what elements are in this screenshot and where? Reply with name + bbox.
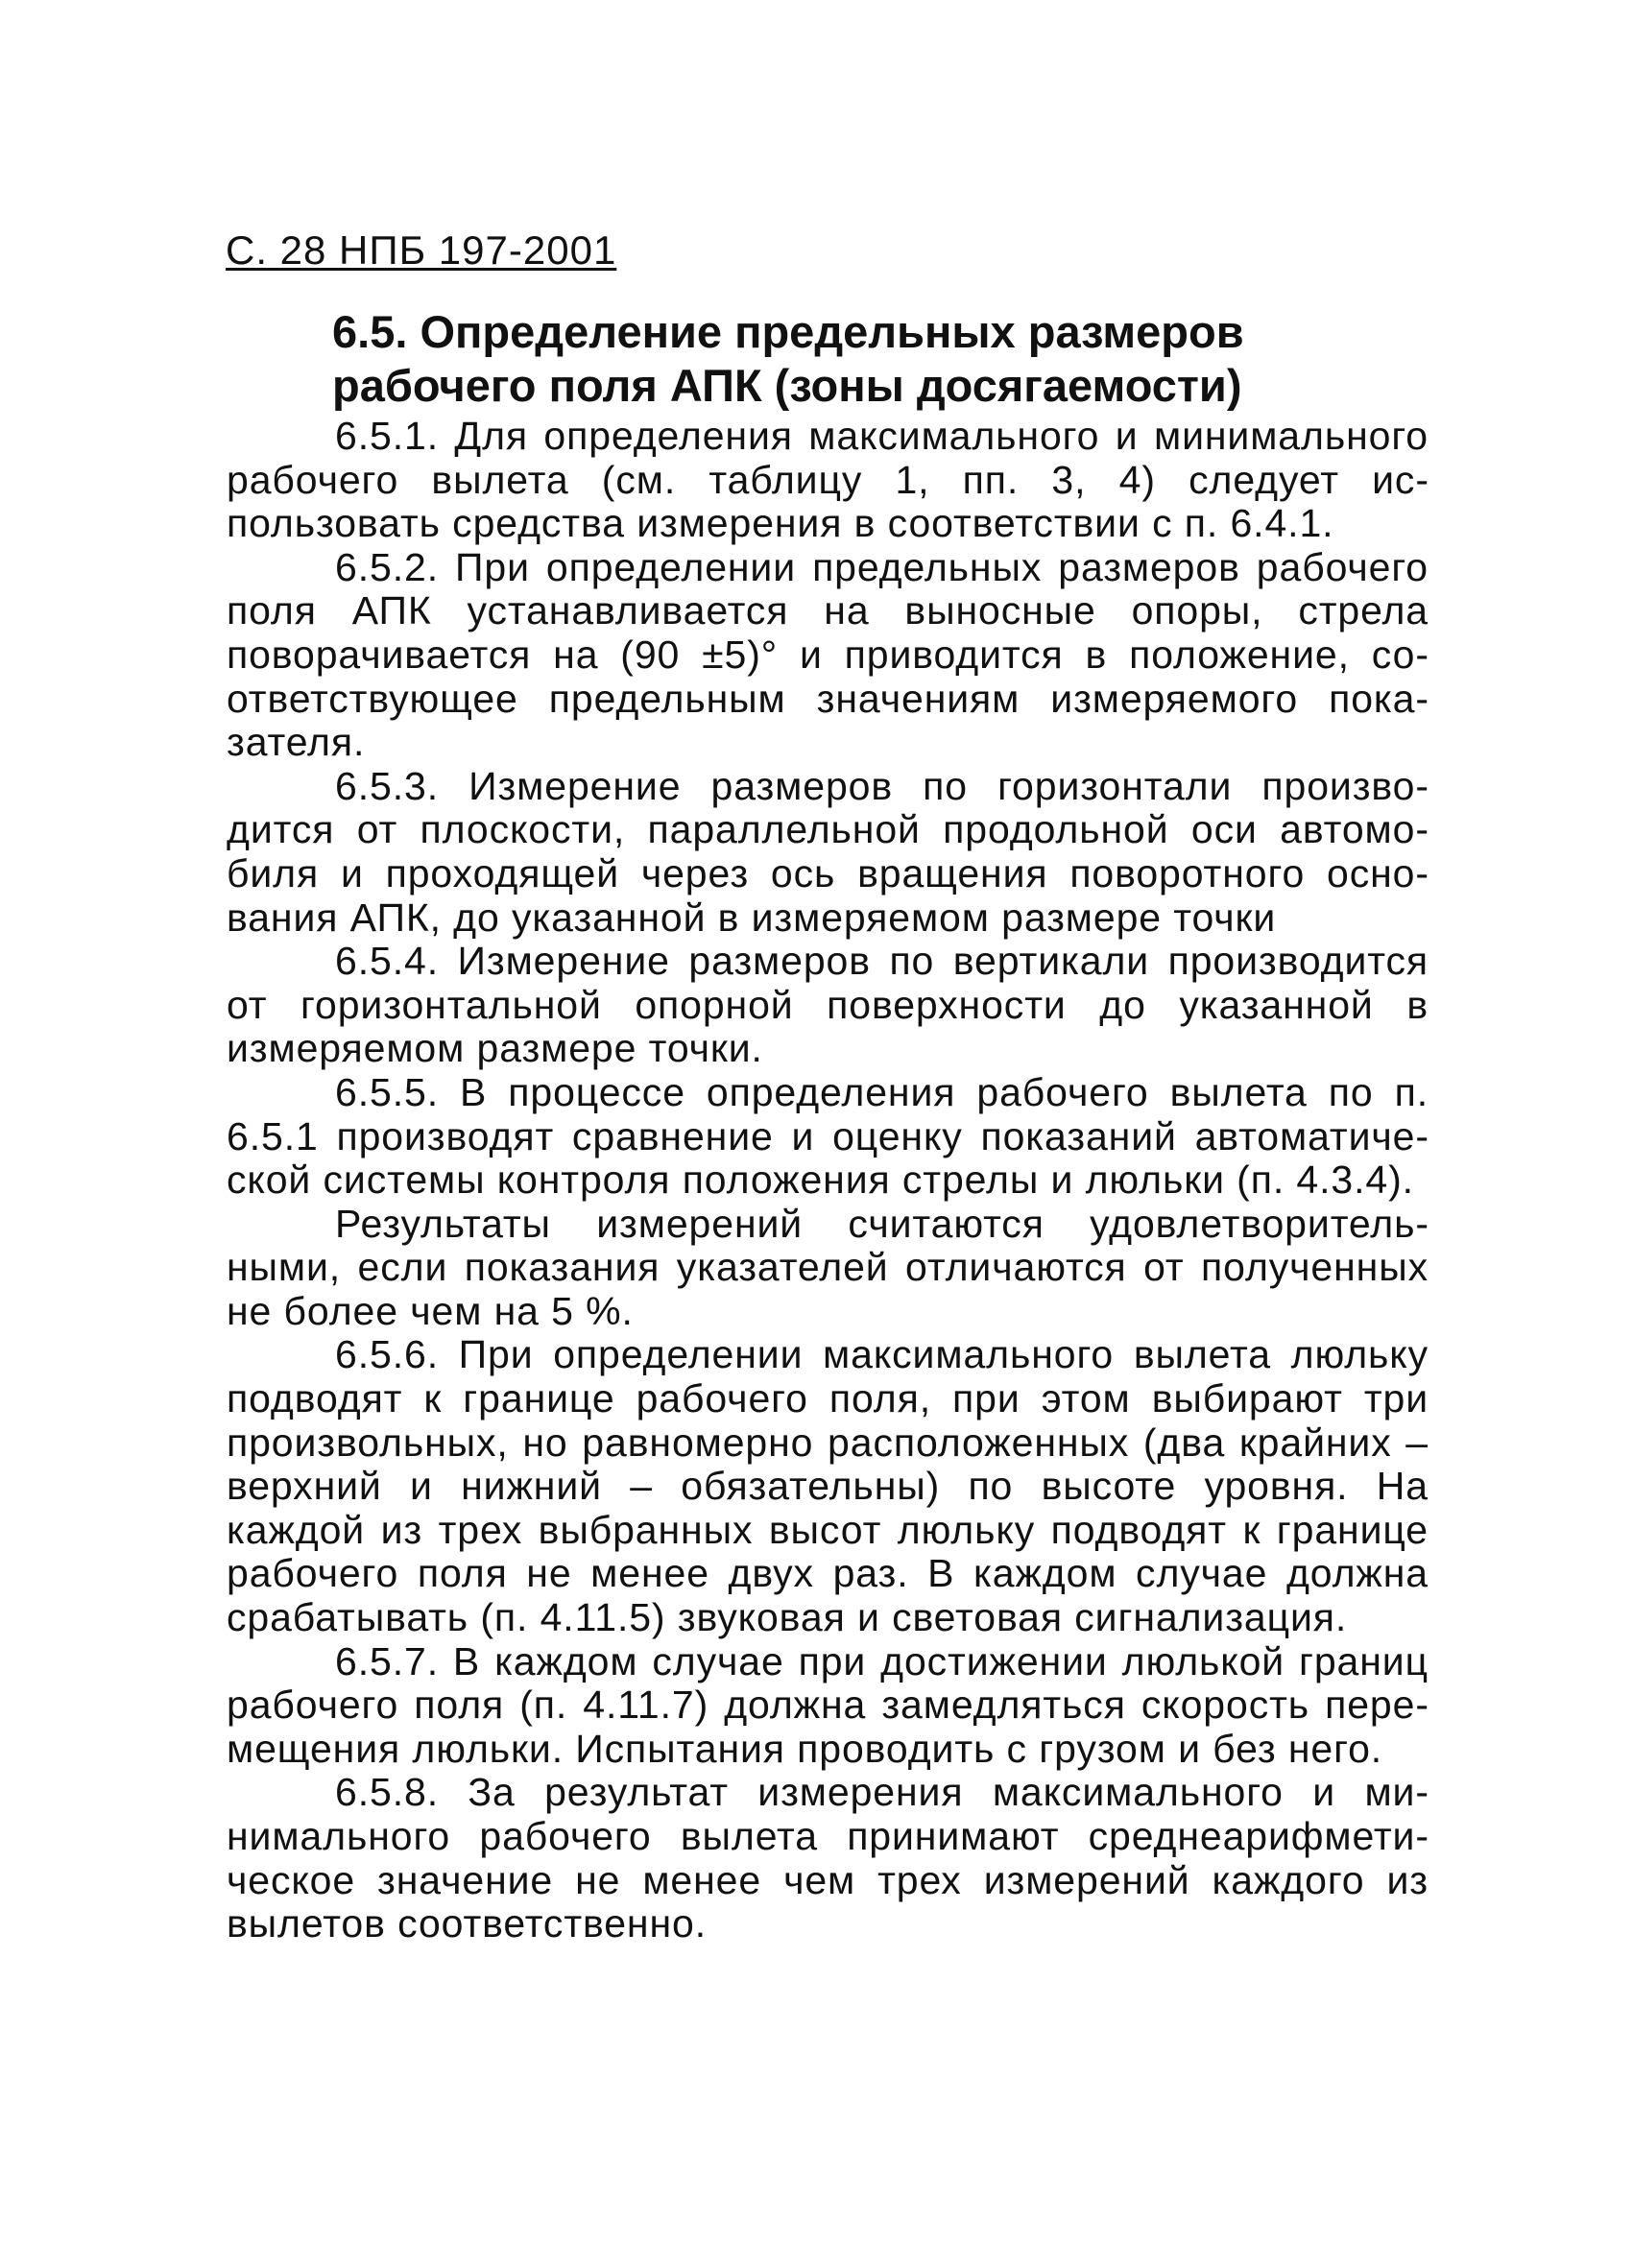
section-body — [227, 415, 1429, 1946]
section-title: 6.5. Определение предельных размеров рабочего поля АПК (зоны досягаемости) — [332, 306, 1244, 411]
paragraph-6-5-4: 6.5.4. Измерение размеров по вертикали производится от горизонтальной опорной поверхности до указанной в измеряемом размере точки. — [227, 939, 1429, 1071]
paragraph-6-5-3: 6.5.3. Измерение размеров по горизонтали производится от плоскости, параллельной продольной оси автомобиля и проходящей через ось вращения поворотного основания АПК, до указанной в измеряемом размере точки — [227, 763, 1429, 940]
running-header: С. 28 НПБ 197-2001 — [226, 227, 617, 273]
paragraph-6-5-6: 6.5.6. При определении максимального вылета люльку подводят к границе рабочего поля, при этом выбирают три произвольных, но равномерно расположенных (два крайних – верхний и нижний – обязательны) по высоте уровня. На каждой из трех выбранных высот люльку подводят к границе рабочего поля не менее двух раз. В каждом случае должна срабатывать (п. 4.11.5) звуковая и световая сигнализация. — [227, 1332, 1429, 1640]
paragraph-6-5-1: 6.5.1. Для определения максимального и минимального рабочего вылета (см. таблицу 1, пп. 3, 4) следует использовать средства измерения в соответствии с п. 6.4.1. — [227, 414, 1429, 546]
paragraph-6-5-8: 6.5.8. За результат измерения максимального и минимального рабочего вылета принимают среднеарифметическое значение не менее чем трех измерений каждого из вылетов соответственно. — [227, 1770, 1429, 1946]
paragraph-6-5-7: 6.5.7. В каждом случае при достижении люлькой границ рабочего поля (п. 4.11.7) должна замедляться скорость перемещения люльки. Испытания проводить с грузом и без него. — [227, 1638, 1429, 1771]
paragraph-results: Результаты измерений считаются удовлетворительными, если показания указателей отличаются от полученных не более чем на 5 %. — [227, 1201, 1429, 1333]
paragraph-6-5-5: 6.5.5. В процессе определения рабочего вылета по п. 6.5.1 производят сравнение и оценку показаний автоматической системы контроля положения стрелы и люльки (п. 4.3.4). — [227, 1069, 1429, 1203]
paragraph-6-5-2: 6.5.2. При определении предельных размеров рабочего поля АПК устанавливается на выносные опоры, стрела поворачивается на (90 ±5)° и приводится в положение, соответствующее предельным значениям измеряемого показателя. — [227, 544, 1429, 765]
